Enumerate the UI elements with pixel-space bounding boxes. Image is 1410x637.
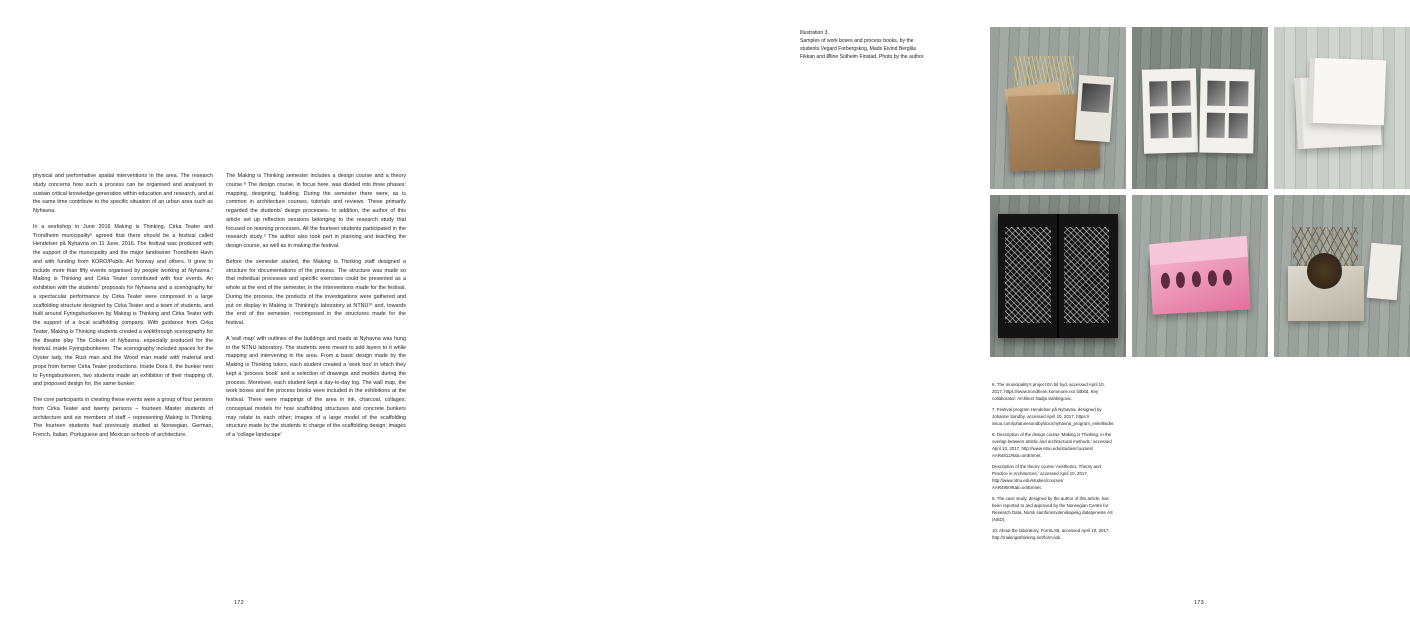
binder-upper (1308, 58, 1386, 125)
page-number-left: 172 (234, 600, 244, 606)
lid-hole (1176, 272, 1186, 288)
photo-grid (990, 27, 1410, 357)
line-drawing (1005, 227, 1050, 323)
illustration-caption-title: Illustration 3. (800, 30, 829, 36)
book-gutter (1057, 214, 1058, 337)
photo-dark-book-with-drawings (990, 195, 1126, 357)
endnote: 8. Description of the design course 'Making is Thinking: in the overlap between artistic and architectural methods,' accessed April 10, 2017, http://www.ntnu.edu/studies/courses/ AAR4811#tab=omEmnet. (992, 432, 1112, 458)
photo-white-binder-stack (1274, 27, 1410, 189)
photograph (1172, 112, 1191, 138)
page-number-right: 173 (1194, 600, 1204, 606)
line-drawing (1064, 227, 1109, 323)
lid-hole (1207, 270, 1217, 286)
body-column-left (33, 172, 213, 440)
photo-pink-box-with-holes (1132, 195, 1268, 357)
paragraph: The core participants in creating these events were a group of four persons from Cirka Teater and twenty persons – fourteen Master students of architecture and six members of staff – representing Making is Thinking. The fourteen students had previously studied at Norwegian, German, French, Italian, Portuguese and Mexican schools of architecture. (33, 397, 213, 438)
paragraph: The Making is Thinking semester includes a design course and a theory course.⁸ The design course, in focus here, was divided into three phases: mapping, designing, building. During the semester there were, as is common in architecture courses, tutorials and reviews. These primarily regarded the students' design processes. In addition, the author of this article set up reflection sessions belonging to the research study that focused on learning processes. All the fourteen students participated in the research study.⁹ The author also took part in planning and teaching the design course, as well as in making the festival. (226, 173, 406, 249)
endnote: Description of the theory course 'Aesthetics, Theory and Practice in Architecture,' accessed April 10, 2017, http://www.ntnu.edu/studies/courses/ AAR4900#tab=omEmnet. (992, 464, 1101, 490)
illustration-caption-body: Samples of work boxes and process books, by the students Vegard Forbergskog, Mads Eivind Berglås Fikkan and Øline Solheim Finstad. Photo by the author. (800, 37, 925, 60)
endnote: 7. Festival program Hendelser på Nyhavna, designed by Johanne Sundby, accessed April 10, 2017, https:// issuu.com/johannesundby/docs/nyhavna_program_enkeltsider. (992, 407, 1115, 426)
open-process-book (998, 214, 1118, 337)
book-left-page (1142, 68, 1199, 154)
lid-hole (1223, 269, 1233, 285)
lid-hole (1160, 273, 1170, 289)
photograph (1149, 113, 1168, 139)
photograph (1171, 80, 1190, 106)
photo-cardboard-box-with-grass (990, 27, 1126, 189)
right-page (480, 0, 1204, 637)
photograph (1229, 113, 1248, 139)
endnote: 6. The municipality's project En bit byd, accessed April 10, 2017, https://www.trondheim.kommune.no/ bitbitd. Key collaborator: Architect Nadja Sahbegovic. (992, 382, 1105, 401)
photograph (1149, 81, 1168, 107)
endnotes-list (992, 382, 1114, 542)
pink-work-box (1149, 248, 1250, 315)
photograph (1229, 81, 1248, 107)
endnote: 9. The case study, designed by the author of this article, has been reported to and approved by the Norwegian Centre for Research Data, Norsk samfunnsvitenskapelig datatjeneste AS (NSD). (992, 496, 1113, 522)
body-column-right (226, 172, 406, 440)
lid-hole (1192, 271, 1202, 287)
nest-form (1307, 253, 1342, 289)
binder-spine (1308, 58, 1316, 123)
endnote: 10. About the laboratory, FormLAB, accessed April 10, 2017, http://makingisthinking.net/form-lab. (992, 527, 1110, 540)
paragraph: A 'wall map' with outlines of the buildings and roads at Nyhavna was hung in the NTNU laboratory. The students were meant to add layers to it while mapping and intervening in the area. From a basic design made by the Making is Thinking tutors, each student created a 'work box' in which they kept a 'process book' and a selection of drawings and models during the process. Moreover, each student kept a day-to-day log. The wall map, the work boxes and the process books were included in the exhibitions at the festival. There were mappings of the area in ink, charcoal, collages; conceptual models for how scaffolding structures and concrete bunkers may relate to each other; images of a large model of the scaffolding structure made by the students in charge of the scaffolding design; images of a 'collage landscape' (226, 335, 406, 438)
left-page (0, 0, 480, 637)
paper-card (1367, 242, 1402, 299)
photograph (1206, 113, 1225, 139)
book-right-page (1199, 69, 1255, 154)
paragraph: In a workshop in June 2016 Making is Thinking, Cirka Teater and Trondheim municipality⁶ agreed that there should be a festival called Hendelser på Nyhavna on 11 June, 2016. The festival was produced with the support of the municipality and the major landowner Trondheim Havn and with funding from KORO/Public Art Norway and others. It grew to include more than fifty events organised by people working at Nyhavna.⁷ Making is Thinking and Cirka Teater contributed with four events. An exhibition with the students' proposals for Nyhavna and a scenography for a spectacular performance by Cirka Teater were composed in a large scaffolding structure designed by Cirka Teater and a team of students, and built around Fyringsbunkeren by Making is Thinking and Cirka Teater with the support of a local scaffolding company. With guidance from Cirka Teater, Making is Thinking students created a walkthrough scenography for the theatre play The Colours of Nyhavna, especially produced for the festival, inside Fyringsbunkeren. The scenography included spaces for the Oyster lady, the Rust man and the Wood man made with material and props from former Cirka Teater productions. Inside Dora II, the bunker next to Fyringsbunkeren, two students made an exhibition of their mapping of, and proposed design for, the same bunker. (33, 223, 213, 388)
photograph (1207, 81, 1226, 107)
printed-panel (1075, 74, 1115, 141)
illustration-caption (800, 30, 930, 62)
paragraph: physical and performative spatial interventions in the area. The research study concerns how such a process can be organised and analysed to sustain critical knowledge-generation within education and research, and at the same time contribute to the specific situation of an urban area such as Nyhavna. (33, 173, 213, 214)
photo-open-book-with-photographs (1132, 27, 1268, 189)
paragraph: Before the semester started, the Making is Thinking staff designed a structure for documentations of the process. The structure was made so that individual processes and specific exercises could be presented as a whole at the end of the semester, in the interventions made for the festival. During the process, the products of the investigations were gathered and put on display in Making is Thinking's laboratory at NTNU¹⁰ and, towards the end of the semester, recomposed in the structures made for the festival. (226, 258, 406, 326)
photo-box-with-twigs-and-nest (1274, 195, 1410, 357)
